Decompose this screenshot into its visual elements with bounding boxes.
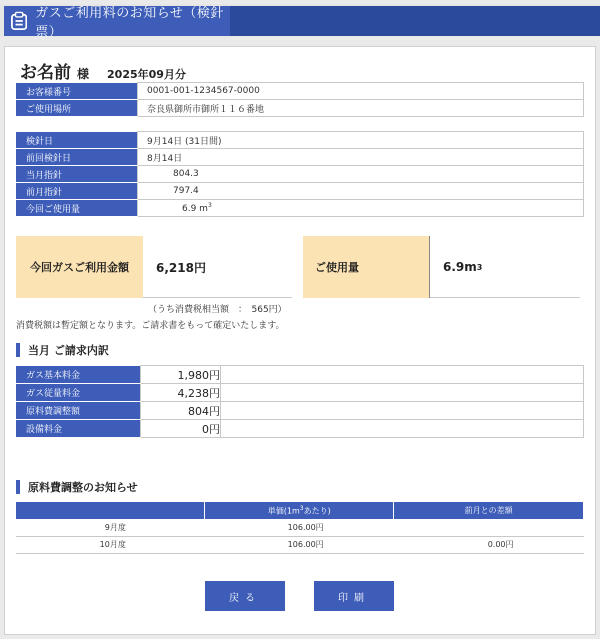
adjust-price: 106.00円 [205, 519, 394, 536]
table-row [17, 366, 584, 384]
divider [429, 236, 430, 298]
reading-value [138, 200, 584, 217]
customer-honorific: 様 [77, 67, 90, 81]
info-value: 奈良県御所市御所１１６番地 [138, 100, 584, 117]
billing-month: 2025年09月分 [107, 68, 186, 81]
header-filler [230, 6, 600, 36]
usage-value-text: 6.9 m [182, 204, 208, 214]
back-button[interactable]: 戻る [205, 581, 285, 611]
reading-value: 9月14日 (31日間) [138, 132, 584, 149]
reading-value: 797.4 [138, 183, 584, 200]
column-header [16, 502, 205, 519]
reading-label: 前月指針 [17, 183, 138, 200]
column-header-text: あたり) [303, 506, 331, 516]
reading-label: 今回ご使用量 [17, 200, 138, 217]
table-row [16, 519, 584, 536]
table-cell-empty [221, 402, 584, 420]
usage-unit-sup: 3 [476, 262, 483, 272]
info-label: お客様番号 [17, 83, 138, 100]
column-header: 前月との差額 [394, 502, 584, 519]
customer-name-row [20, 58, 186, 83]
bill-breakdown-table [16, 365, 584, 438]
print-button[interactable]: 印刷 [314, 581, 394, 611]
reading-label: 当月指針 [17, 166, 138, 183]
divider [143, 297, 292, 298]
usage-value-text: 6.9m [443, 260, 477, 274]
adjust-section-title [16, 479, 138, 495]
table-row [16, 536, 584, 553]
meter-reading-table [16, 131, 584, 217]
amount-box [16, 236, 292, 298]
table-row [17, 402, 584, 420]
adjust-month: 9月度 [16, 519, 205, 536]
bill-label: ガス従量料金 [17, 384, 141, 402]
bill-label: 設備料金 [17, 420, 141, 438]
table-row [17, 420, 584, 438]
bill-amount: 804円 [141, 402, 221, 420]
adjust-price: 106.00円 [205, 536, 394, 553]
table-row [17, 83, 584, 100]
bill-amount: 0円 [141, 420, 221, 438]
bill-section-title-text: 当月 ご請求内訳 [28, 344, 109, 357]
usage-value [443, 236, 482, 298]
table-row [17, 100, 584, 117]
bill-section-title [16, 342, 109, 358]
table-row [17, 166, 584, 183]
amount-value: 6,218円 [156, 260, 206, 275]
table-row [17, 149, 584, 166]
header-title-bar [4, 6, 230, 40]
table-cell-empty [221, 366, 584, 384]
amount-label: 今回ガスご利用金額 [16, 236, 143, 298]
table-row [17, 183, 584, 200]
unit-sup: 3 [299, 504, 304, 512]
info-value: 0001-001-1234567-0000 [138, 83, 584, 100]
table-row [17, 132, 584, 149]
page-header [0, 4, 600, 40]
usage-unit-sup: 3 [207, 202, 212, 209]
bill-label: ガス基本料金 [17, 366, 141, 384]
adjust-month: 10月度 [16, 536, 205, 553]
customer-info-table [16, 82, 584, 117]
bill-amount: 1,980円 [141, 366, 221, 384]
adjustment-table [16, 502, 584, 554]
reading-value: 8月14日 [138, 149, 584, 166]
reading-label: 前回検針日 [17, 149, 138, 166]
reading-label: 検針日 [17, 132, 138, 149]
adjust-diff [394, 519, 584, 536]
clipboard-icon [11, 11, 27, 31]
divider [430, 297, 580, 298]
tax-amount-text: （うち消費税相当額 ： 565円） [148, 305, 287, 315]
usage-label: ご使用量 [303, 236, 429, 298]
table-header-row [16, 502, 584, 519]
bill-amount: 4,238円 [141, 384, 221, 402]
column-header [205, 502, 394, 519]
table-row [17, 200, 584, 217]
section-bar [16, 480, 20, 494]
usage-box [303, 236, 580, 298]
adjust-diff: 0.00円 [394, 536, 584, 553]
bill-label: 原料費調整額 [17, 402, 141, 420]
tax-note: 消費税額は暫定額となります。ご請求書をもって確定いたします。 [16, 321, 285, 331]
table-cell-empty [221, 420, 584, 438]
customer-name: お名前 [20, 63, 71, 83]
adjust-section-title-text: 原料費調整のお知らせ [28, 481, 138, 494]
table-cell-empty [221, 384, 584, 402]
table-row [17, 384, 584, 402]
info-label: ご使用場所 [17, 100, 138, 117]
section-bar [16, 343, 20, 357]
page-title: ガスご利用料のお知らせ（検針票） [35, 6, 224, 40]
reading-value: 804.3 [138, 166, 584, 183]
column-header-text: 単価(1m [267, 506, 300, 516]
